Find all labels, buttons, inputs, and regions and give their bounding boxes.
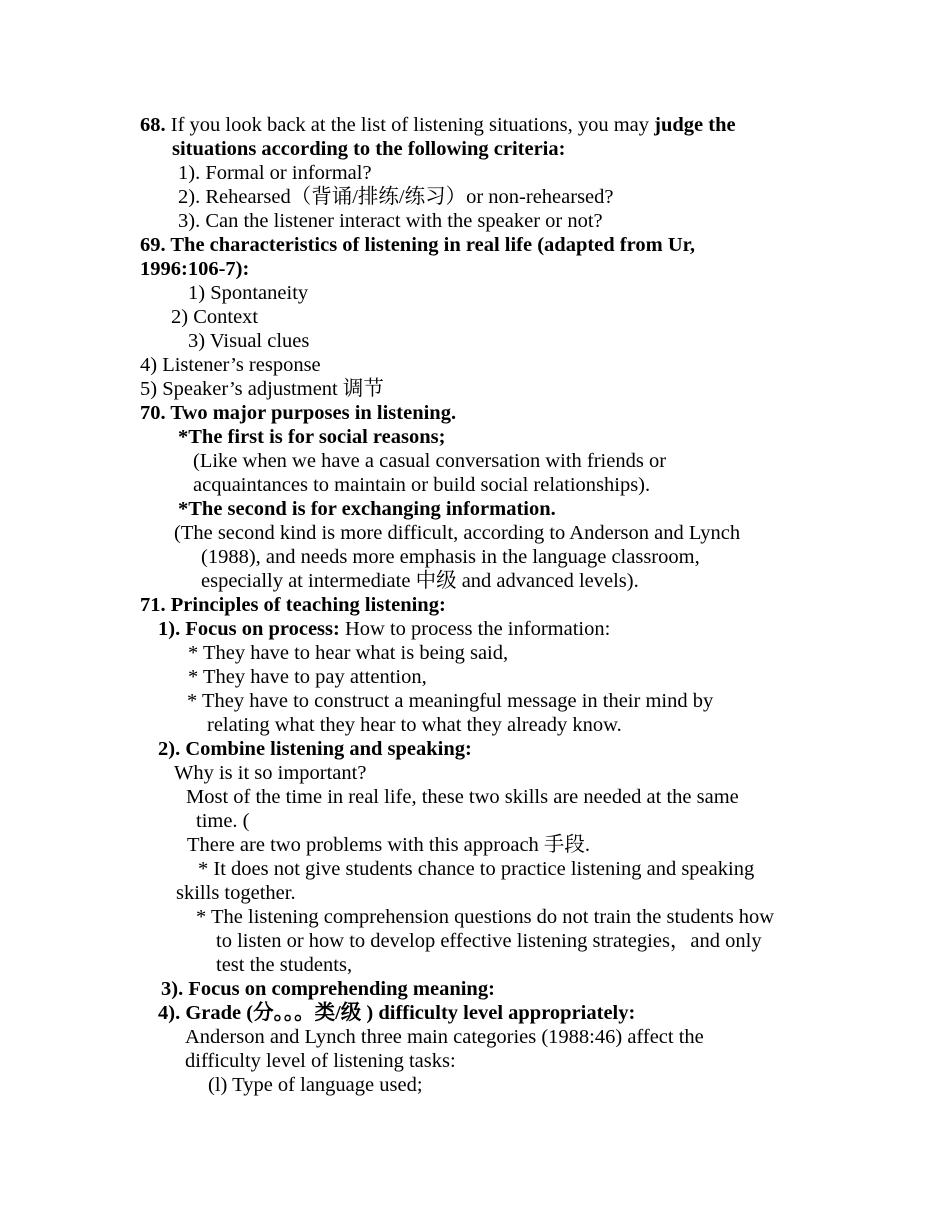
s71-p2-answer-2: time. (: [196, 810, 250, 832]
s71-p2-problem-1a: * It does not give students chance to practice listening and speaking: [198, 858, 755, 880]
s70-second-note-2: (1988), and needs more emphasis in the language classroom,: [201, 546, 700, 568]
s68-item-2: 2). Rehearsed（背诵/排练/练习）or non-rehearsed?: [178, 186, 614, 208]
s70-second: *The second is for exchanging information.: [178, 498, 556, 520]
s68-text: If you look back at the list of listening situations, you may: [165, 114, 655, 136]
s69-item-5: 5) Speaker’s adjustment 调节: [140, 378, 384, 400]
s71-p1-item-2: * They have to pay attention,: [188, 666, 427, 688]
s71-p4-label: 4). Grade (分。。。类/级 ) difficulty level appropriately:: [158, 1002, 636, 1024]
s68-bold-a: judge the: [654, 114, 736, 136]
s68-bold-b: situations according to the following criteria:: [172, 138, 566, 160]
s71-p2-problem-2c: test the students,: [216, 954, 353, 976]
s70-first-note-2: acquaintances to maintain or build social relationships).: [193, 474, 651, 496]
s70-first-note-1: (Like when we have a casual conversation with friends or: [193, 450, 667, 472]
s71-p2-answer-1: Most of the time in real life, these two skills are needed at the same: [186, 786, 739, 808]
s70-heading: 70. Two major purposes in listening.: [140, 402, 457, 424]
s71-p1-item-1: * They have to hear what is being said,: [188, 642, 509, 664]
s71-p1-item-3: * They have to construct a meaningful message in their mind by: [187, 690, 714, 712]
s71-p2-problem-2a: * The listening comprehension questions do not train the students how: [196, 906, 775, 928]
s69-heading-1: 69. The characteristics of listening in real life (adapted from Ur,: [140, 234, 695, 256]
s71-p1-text: How to process the information:: [339, 618, 611, 640]
s71-p2-problem-2b: to listen or how to develop effective listening strategies，and only: [216, 930, 762, 952]
s71-heading: 71. Principles of teaching listening:: [140, 594, 446, 616]
s70-second-note-1: (The second kind is more difficult, according to Anderson and Lynch: [174, 522, 741, 544]
s71-p1-continuation: relating what they hear to what they already know.: [207, 714, 622, 736]
s69-heading-2: 1996:106-7):: [140, 258, 250, 280]
s68-number: 68.: [140, 114, 166, 136]
s71-p3-label: 3). Focus on comprehending meaning:: [161, 978, 495, 1000]
s71-p2-problems: There are two problems with this approach 手段.: [187, 834, 591, 856]
s69-item-3: 3) Visual clues: [188, 330, 310, 352]
s71-p4-text-1: Anderson and Lynch three main categories (1988:46) affect the: [185, 1026, 704, 1048]
s68-line-2: [172, 137, 565, 161]
s70-first: *The first is for social reasons;: [178, 426, 446, 448]
s71-p1-label: 1). Focus on process:: [158, 618, 340, 640]
s71-p1: [158, 617, 610, 641]
s68-line-1: [140, 113, 736, 137]
s69-item-1: 1) Spontaneity: [188, 282, 309, 304]
s71-p4-text-2: difficulty level of listening tasks:: [185, 1050, 456, 1072]
s68-item-1: 1). Formal or informal?: [178, 162, 372, 184]
s69-item-4: 4) Listener’s response: [140, 354, 321, 376]
s68-item-3: 3). Can the listener interact with the speaker or not?: [178, 210, 603, 232]
s71-p4-item-1: (l) Type of language used;: [208, 1074, 423, 1096]
s71-p2-label: 2). Combine listening and speaking:: [158, 738, 472, 760]
s69-item-2: 2) Context: [171, 306, 259, 328]
s70-second-note-3: especially at intermediate 中级 and advanced levels).: [201, 570, 639, 592]
s71-p2-problem-1b: skills together.: [176, 882, 296, 904]
s71-p2-question: Why is it so important?: [174, 762, 367, 784]
